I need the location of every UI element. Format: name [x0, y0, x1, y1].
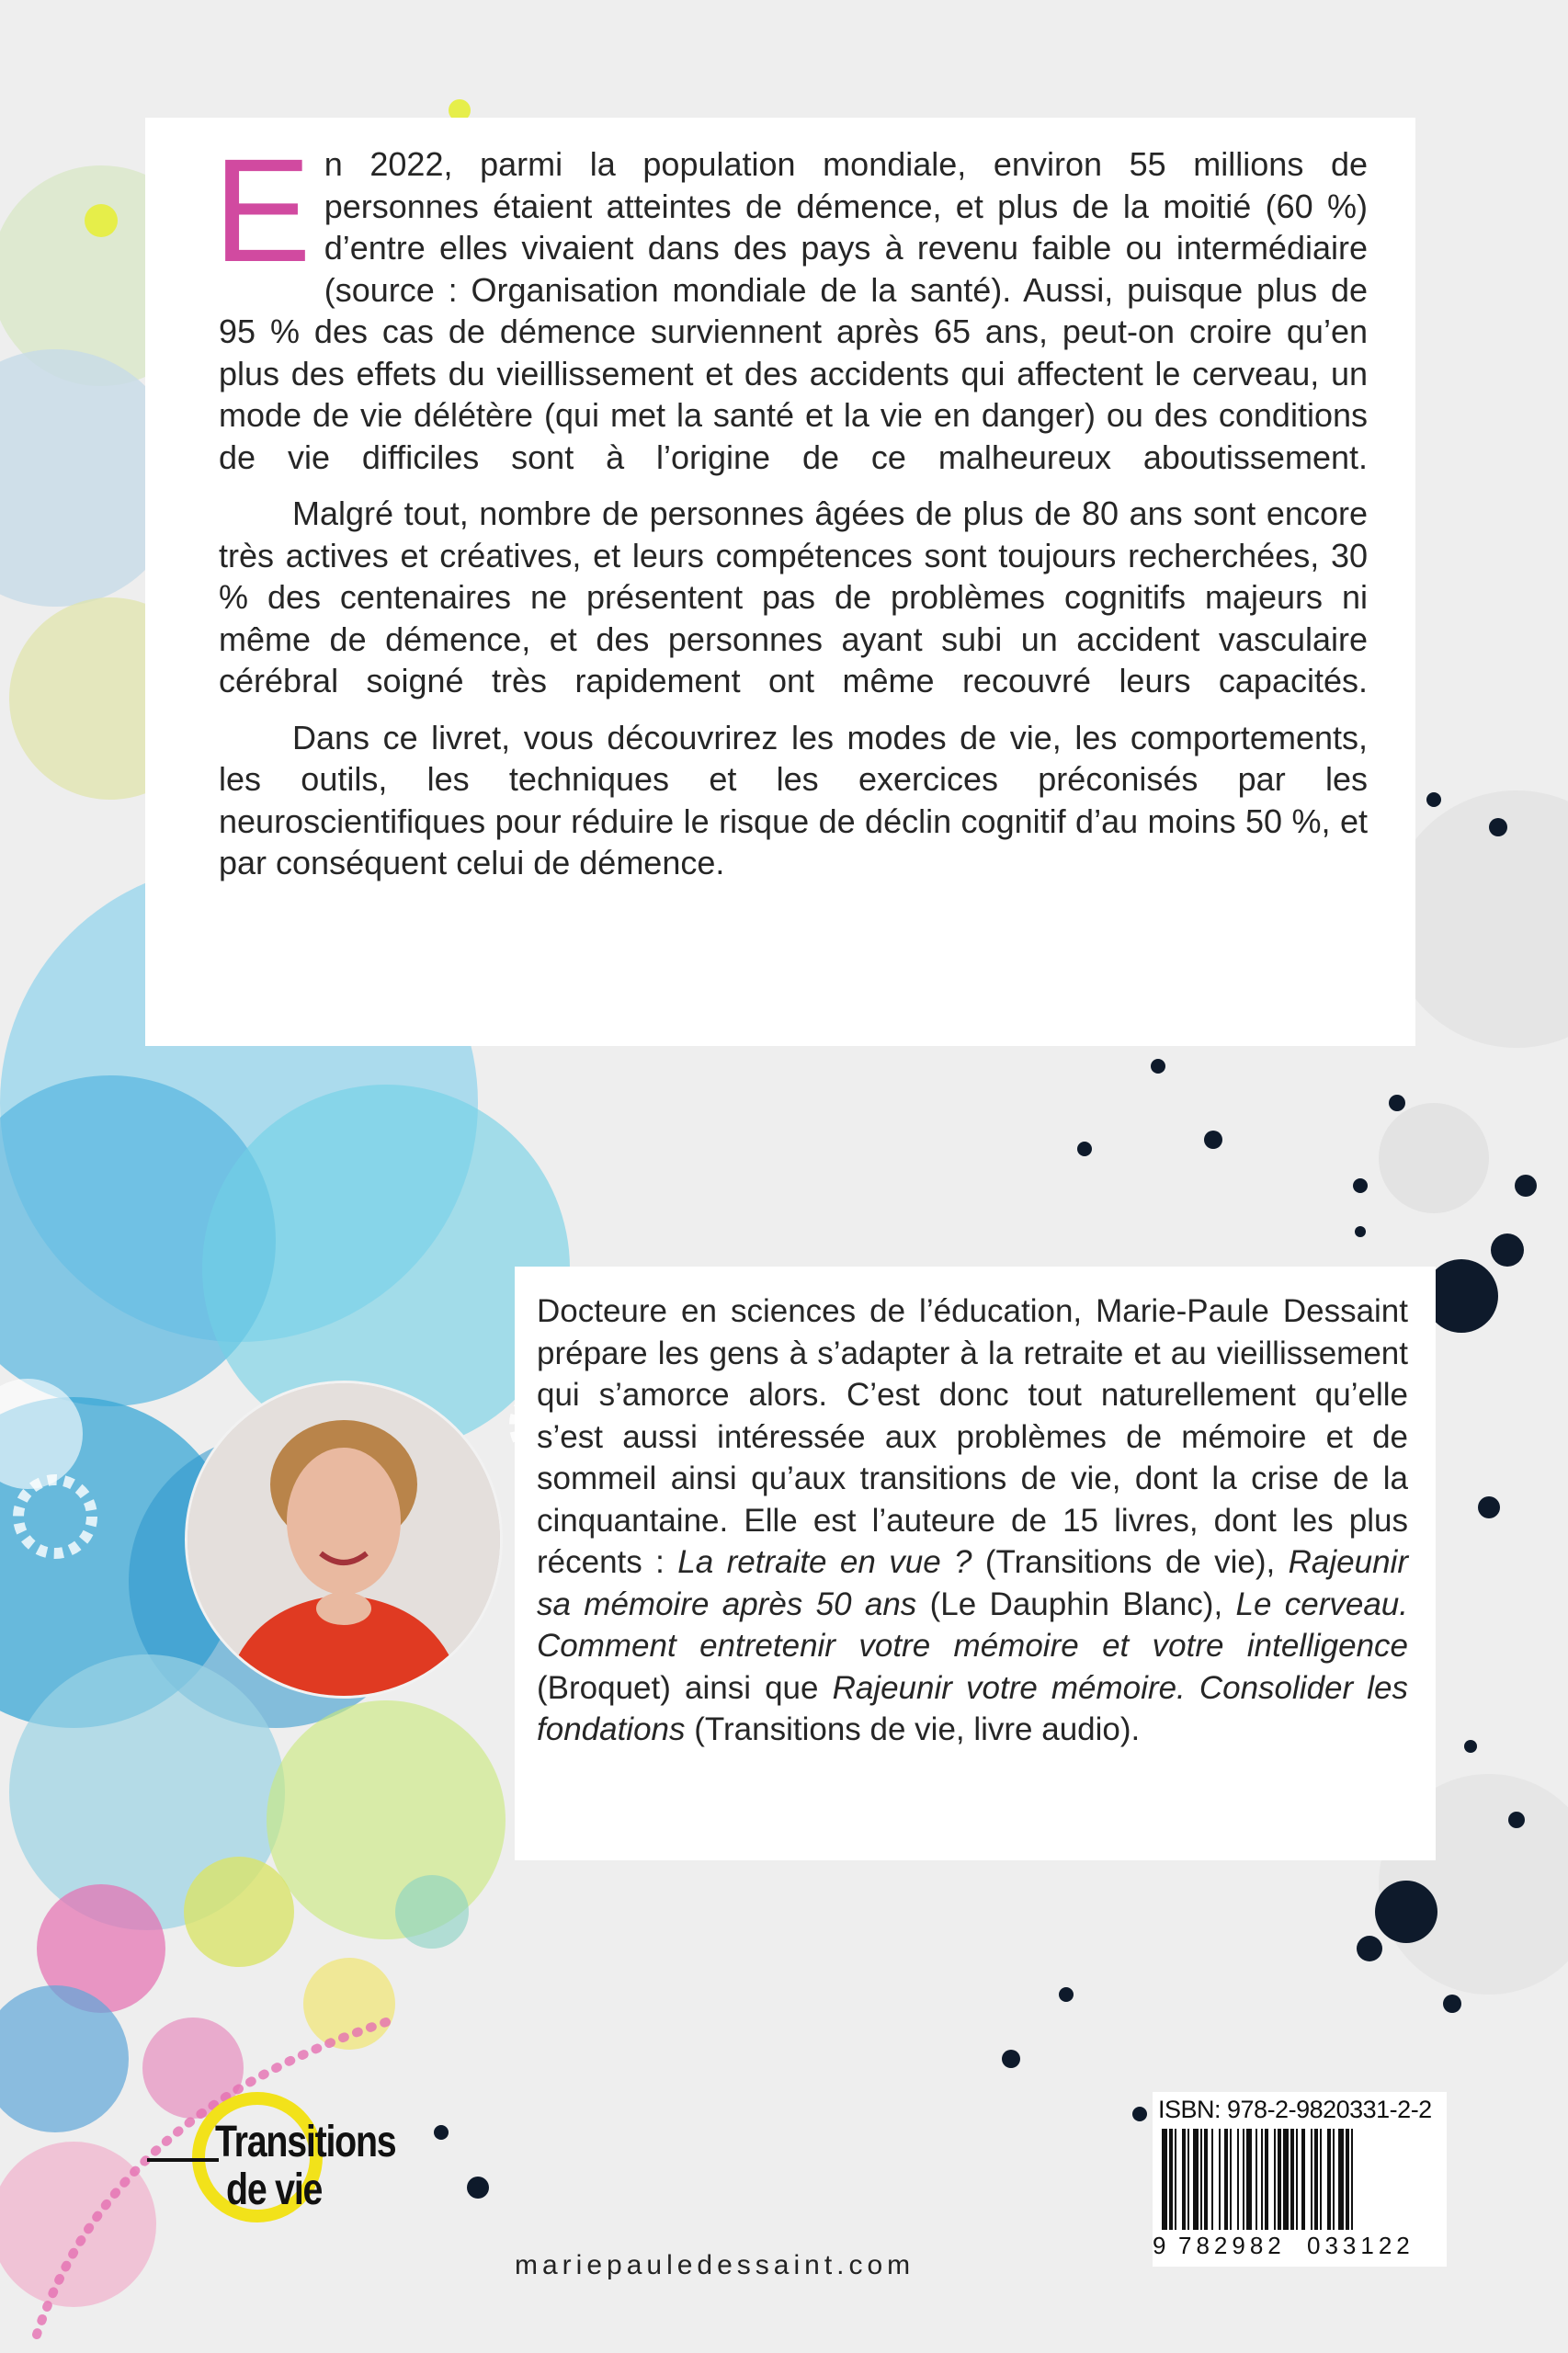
barcode-icon	[1158, 2129, 1434, 2230]
author-portrait-icon	[187, 1383, 500, 1696]
author-bio-panel	[515, 1267, 1436, 1860]
isbn-label: ISBN: 978-2-9820331-2-2	[1158, 2096, 1432, 2123]
book-publisher-2: (Le Dauphin Blanc),	[916, 1586, 1236, 1622]
summary-paragraph-1	[213, 128, 1368, 478]
book-publisher-1: (Transitions de vie),	[971, 1544, 1289, 1580]
logo-line-1: Transitions	[215, 2118, 396, 2166]
book-publisher-3: (Broquet) ainsi que	[537, 1669, 833, 1706]
book-title-4: Rajeunir votre mémoire. Consolider les fondations	[537, 1669, 1408, 1747]
book-title-2: Rajeunir sa mémoire après 50 ans	[537, 1544, 1408, 1622]
publisher-logo	[147, 2073, 423, 2238]
isbn-digits-group-1: 782982	[1178, 2232, 1286, 2259]
logo-line-2: de vie	[226, 2165, 323, 2214]
isbn-digit-first: 9	[1153, 2232, 1166, 2259]
book-title-3: Le cerveau. Comment entretenir votre mémoire et votre intelligence	[537, 1586, 1408, 1664]
book-publisher-4: (Transitions de vie, livre audio).	[685, 1711, 1141, 1747]
summary-panel	[145, 118, 1415, 1046]
drop-cap: E	[213, 128, 312, 292]
author-photo	[187, 1383, 500, 1696]
website-url: mariepauledessaint.com	[515, 2250, 915, 2280]
summary-paragraph-2: Malgré tout, nombre de personnes âgées de plus de 80 ans sont encore très actives et créatives, et leurs compétences sont toujours recherchées, 30 % des centenaires ne présentent pas de problèmes cognitifs majeurs ni même de démence, et des personnes ayant subi un accident vasculaire cérébral soigné très rapidement ont même recouvré leurs capacités.	[219, 494, 1368, 699]
summary-paragraph-3: Dans ce livret, vous découvrirez les modes de vie, les comportements, les outils, les techniques et les exercices préconisés par les neuroscientifiques pour réduire le risque de déclin cognitif d’au moins 50 %, et par conséquent celui de démence.	[219, 718, 1368, 881]
book-title-1: La retraite en vue ?	[677, 1544, 972, 1580]
summary-paragraph-1-text: n 2022, parmi la population mondiale, environ 55 millions de personnes étaient atteintes de démence, et plus de la moitié (60 %) d’entre elles vivaient dans des pays à revenu faible ou intermédiaire (source : Organisation mondiale de la santé). Aussi, puisque plus de 95 % des cas de démence surviennent après 65 ans, peut-on croire qu’en plus des effets du vieillissement et des accidents qui affectent le cerveau, un mode de vie délétère (qui met la santé et la vie en danger) ou des conditions de vie difficiles sont à l’origine de ce malheureux aboutissement.	[219, 145, 1368, 476]
isbn-block	[1153, 2092, 1447, 2267]
bio-text: Docteure en sciences de l’éducation, Marie-Paule Dessaint prépare les gens à s’adapter à la retraite et au vieillissement qui s’amorce alors. C’est donc tout naturellement qu’elle s’est aussi intéressée aux problèmes de mémoire et de sommeil ainsi qu’aux transitions de vie, dont la crise de la cinquantaine. Elle est l’auteure de 15 livres, dont les plus récents :	[537, 1293, 1408, 1580]
author-bio	[537, 1290, 1408, 1751]
isbn-digits-group-2: 033122	[1307, 2232, 1415, 2259]
